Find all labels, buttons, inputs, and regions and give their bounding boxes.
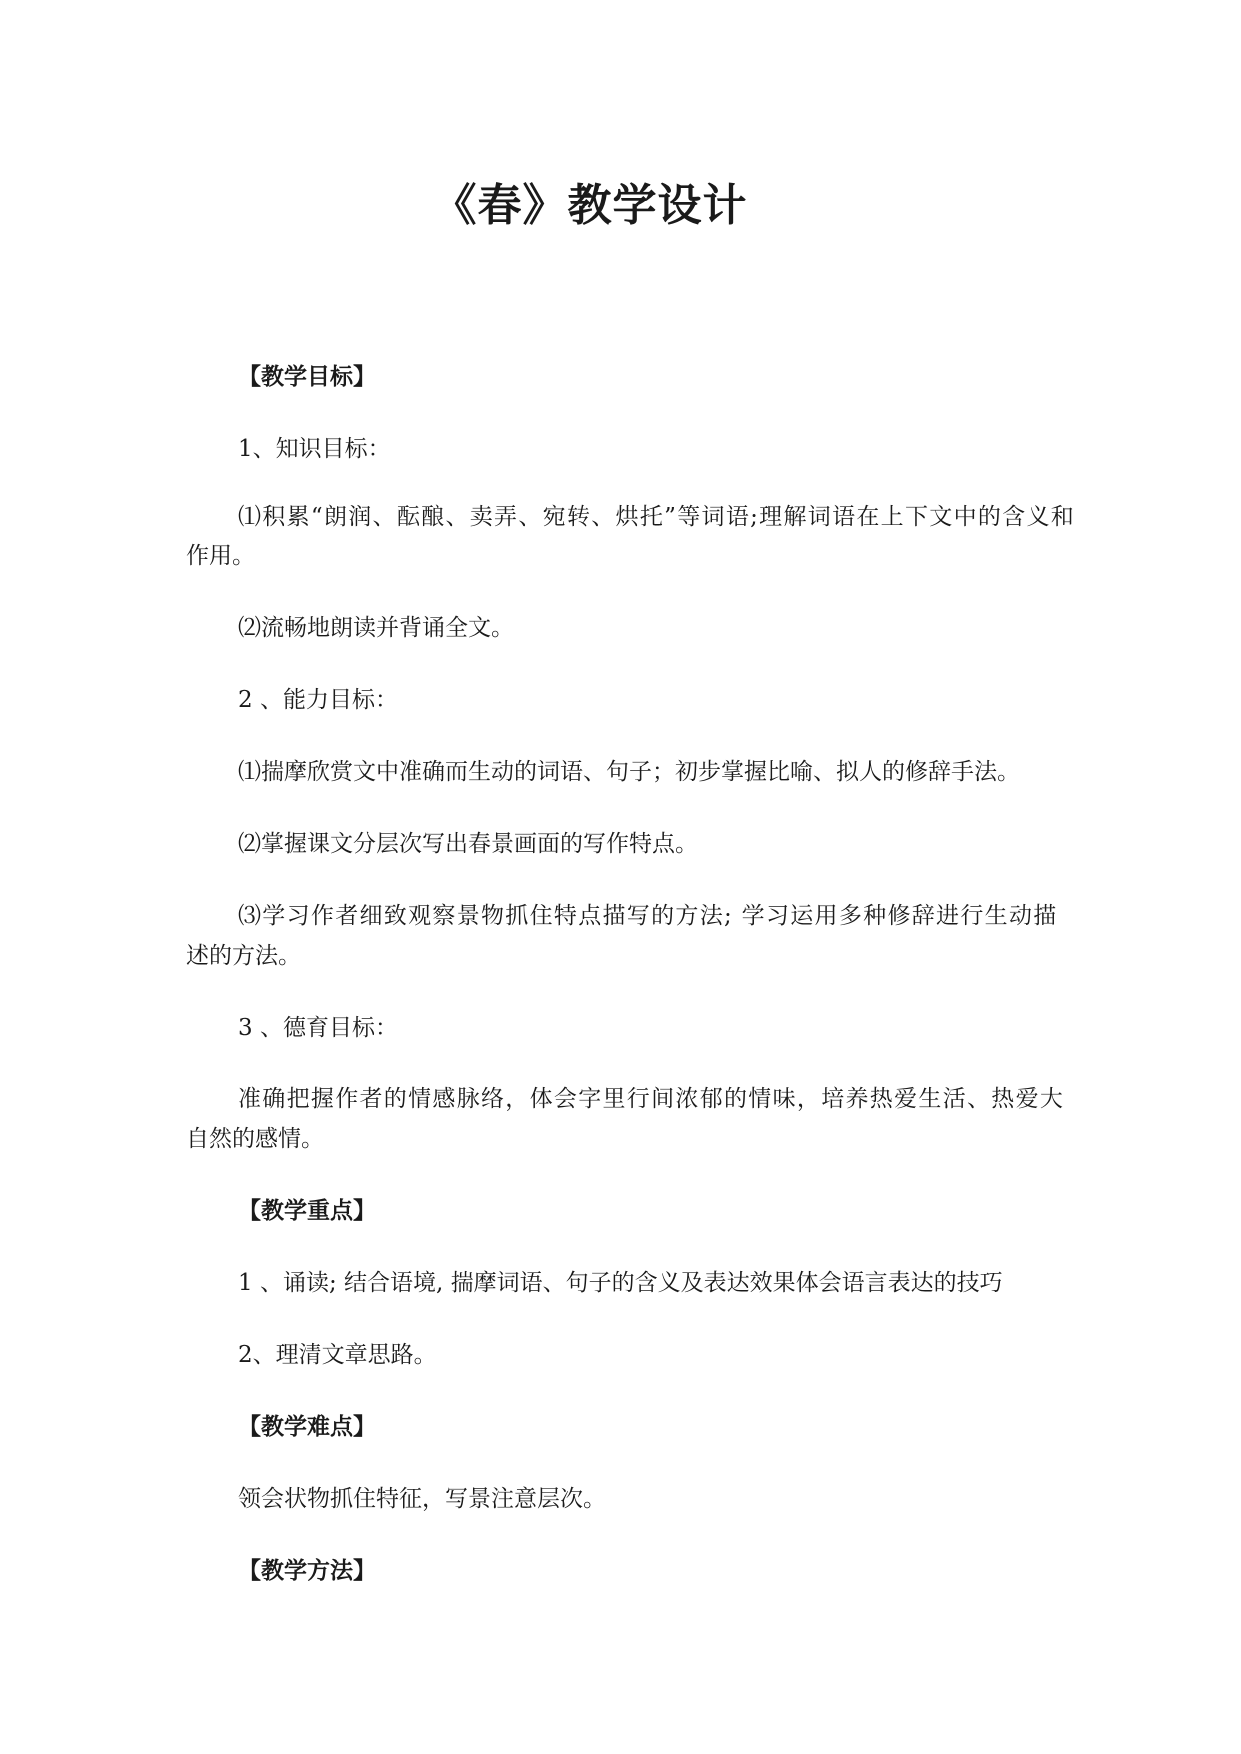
knowledge-objective-item-1: ⑴积累“朗润、酝酿、卖弄、宛转、烘托”等词语;理解词语在上下文中的含义和 [238,504,1076,530]
knowledge-objective-item-1-cont: 作用。 [186,543,255,569]
ability-objective-item-3-cont: 述的方法。 [186,943,301,969]
moral-objective-text-cont: 自然的感情。 [186,1126,324,1152]
moral-objective-label: 3 、德育目标： [238,1015,398,1041]
section-heading-difficulties: 【教学难点】 [238,1414,376,1440]
section-heading-objectives: 【教学目标】 [238,364,376,390]
key-point-item-1: 1 、诵读; 结合语境, 揣摩词语、句子的含义及表达效果体会语言表达的技巧 [238,1270,1003,1296]
knowledge-objective-label: 1、知识目标： [238,436,391,462]
ability-objective-item-1: ⑴揣摩欣赏文中准确而生动的词语、句子；初步掌握比喻、拟人的修辞手法。 [238,759,1020,785]
difficulty-text: 领会状物抓住特征，写景注意层次。 [238,1486,606,1512]
document-title: 《春》教学设计 [432,180,748,231]
ability-objective-label: 2 、能力目标： [238,687,398,713]
section-heading-key-points: 【教学重点】 [238,1198,376,1224]
ability-objective-item-3: ⑶学习作者细致观察景物抓住特点描写的方法; 学习运用多种修辞进行生动描 [238,903,1058,929]
ability-objective-item-2: ⑵掌握课文分层次写出春景画面的写作特点。 [238,831,698,857]
knowledge-objective-item-2: ⑵流畅地朗读并背诵全文。 [238,615,514,641]
key-point-item-2: 2、理清文章思路。 [238,1342,437,1368]
section-heading-methods: 【教学方法】 [238,1558,376,1584]
moral-objective-text: 准确把握作者的情感脉络，体会字里行间浓郁的情味，培养热爱生活、热爱大 [238,1086,1065,1112]
